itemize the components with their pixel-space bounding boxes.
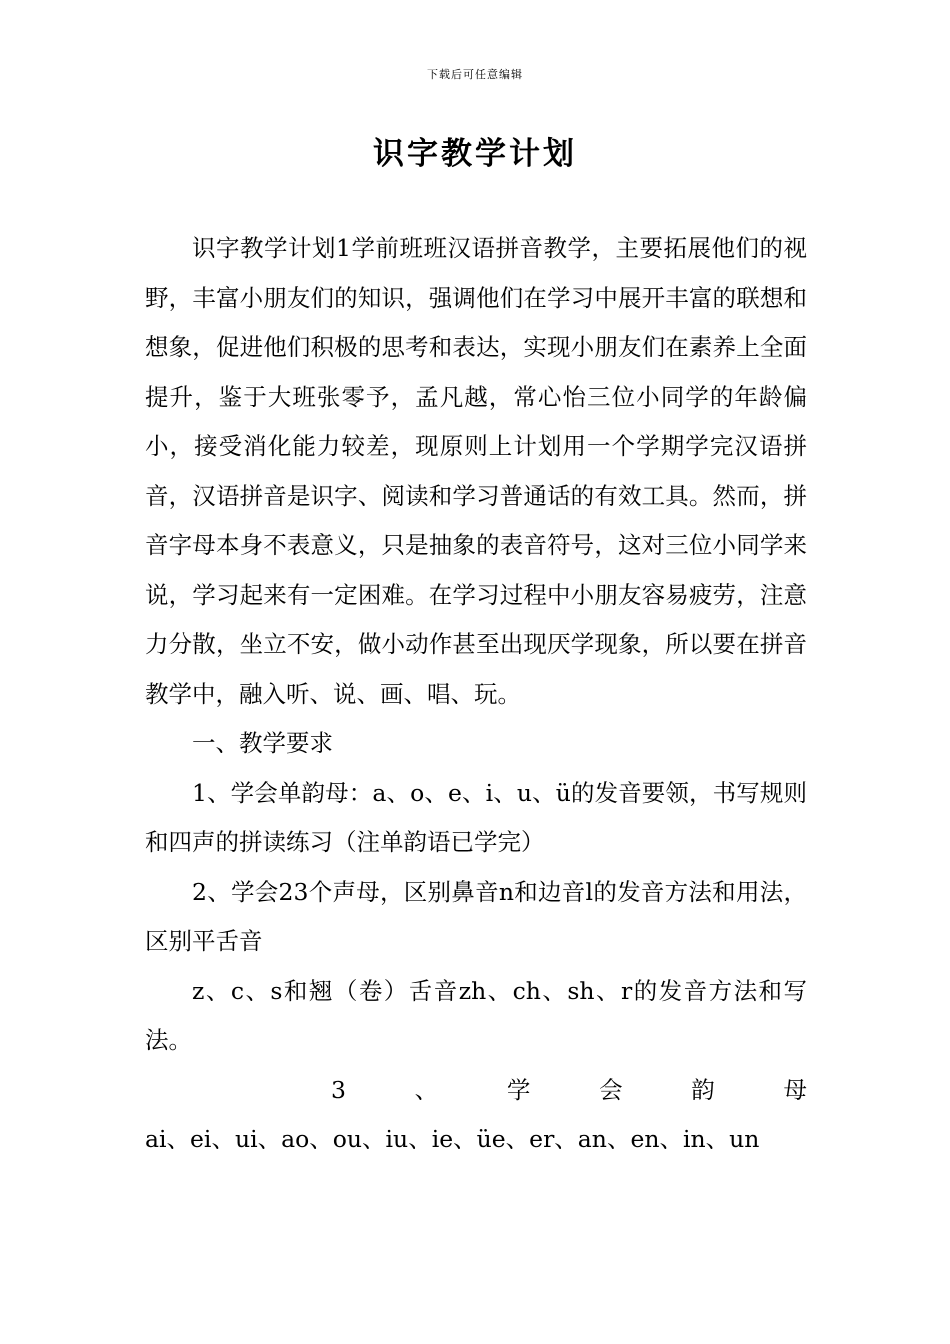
- requirement-item-2-continued: z、c、s和翘（卷）舌音zh、ch、sh、r的发音方法和写法。: [145, 976, 807, 1054]
- item3-part: 3: [331, 1075, 346, 1104]
- document-body: [145, 224, 807, 1165]
- requirement-item-2: 2、学会23个声母，区别鼻音n和边音l的发音方法和用法，区别平舌音: [145, 877, 807, 955]
- header-note: 下载后可任意编辑: [427, 68, 523, 81]
- requirement-item-3: [145, 1066, 807, 1116]
- section-heading: 一、教学要求: [192, 729, 333, 757]
- finals-list: ai、ei、ui、ao、ou、iu、ie、üe、er、an、en、in、un: [145, 1125, 760, 1153]
- intro-paragraph: 识字教学计划1学前班班汉语拼音教学，主要拓展他们的视野，丰富小朋友们的知识，强调他们在学习中展开丰富的联想和想象，促进他们积极的思考和表达，实现小朋友们在素养上全面提升，鉴于大班张零予，孟凡越，常心怡三位小同学的年龄偏小，接受消化能力较差，现原则上计划用一个学期学完汉语拼音，汉语拼音是识字、阅读和学习普通话的有效工具。然而，拼音字母本身不表意义，只是抽象的表音符号，这对三位小同学来说，学习起来有一定困难。在学习过程中小朋友容易疲劳，注意力分散，坐立不安，做小动作甚至出现厌学现象，所以要在拼音教学中，融入听、说、画、唱、玩。: [145, 234, 807, 708]
- item3-part: 母: [783, 1075, 807, 1104]
- item3-part: 、: [414, 1075, 439, 1104]
- page-title: 识字教学计划: [373, 136, 577, 172]
- item3-part: 韵: [691, 1075, 715, 1104]
- requirement-item-1: 1、学会单韵母：a、o、e、i、u、ü的发音要领，书写规则和四声的拼读练习（注单韵语已学完）: [145, 778, 807, 856]
- item3-part: 学: [506, 1075, 531, 1104]
- item3-part: 会: [599, 1075, 623, 1104]
